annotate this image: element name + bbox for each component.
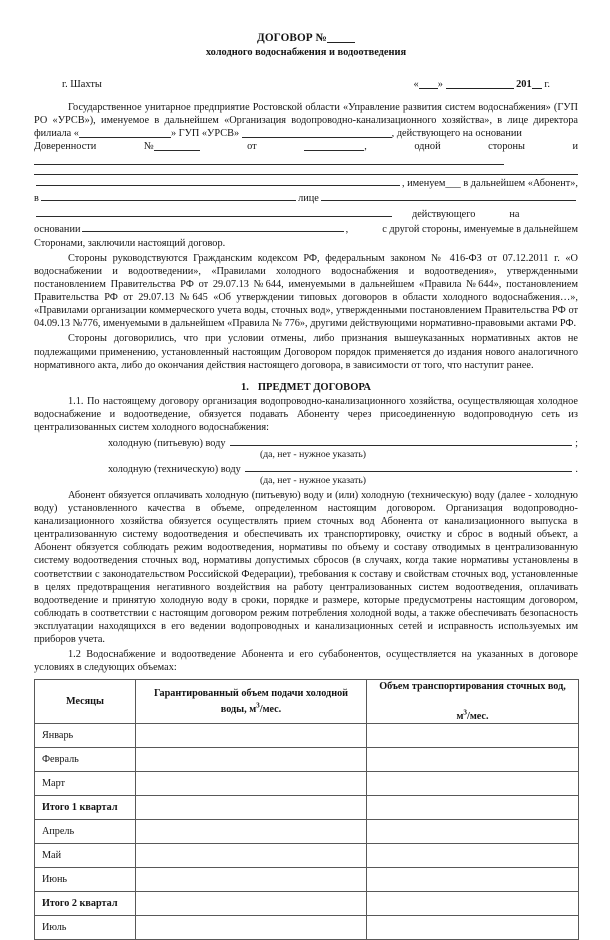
technical-water-tail: .: [575, 463, 578, 475]
row-label-total: Итого 1 квартал: [35, 795, 136, 819]
table-row: [35, 915, 579, 939]
table-header-row: [35, 680, 579, 723]
cell-drain-volume[interactable]: [367, 867, 579, 891]
cell-drain-volume[interactable]: [367, 915, 579, 939]
table-row: [35, 747, 579, 771]
cell-supply-volume[interactable]: [136, 915, 367, 939]
proxy-label: Доверенности: [34, 141, 97, 153]
cell-supply-volume[interactable]: [136, 771, 367, 795]
table-body: [35, 723, 579, 939]
technical-water-hint: (да, нет - нужное указать): [259, 474, 366, 486]
column-header-months: Месяцы: [35, 680, 136, 723]
laws-paragraph: Стороны руководствуются Гражданским кодексом РФ, федеральным законом № 416-ФЗ от 07.12.2011 г. «О водоснабжении и водоотведении», «Правилами холодного водоснабжения и водоотведения», утвержденными постановлением Правительства РФ от 29.07.13 №644, именуемыми в дальнейшем «Правила №644», постановлением Правительства РФ от 29.07.13 №645 «Об утверждении типовых договоров в области холодного водоснабжения…», «Правилами организации коммерческого учета воды, сточных вод», утвержденными постановлением Правительства РФ от 04.09.13 №776, именуемыми в дальнейшем «Правила № 776», другими действующими нормативно-правовыми актами РФ.: [34, 252, 578, 330]
and-label: и: [572, 141, 578, 153]
abonent-blank-line-1[interactable]: [34, 164, 504, 165]
proxy-from-label: от: [247, 141, 257, 153]
table-row: [35, 771, 579, 795]
agreement-paragraph: Стороны договорились, что при условии отмены, либо признания вышеуказанных нормативных актов не подлежащими применению, установленный настоящим Договором порядок применяется до издания нового аналогичного нормативного акта, либо до окончания действия настоящего договора, в зависимости от того, что наступит ранее.: [34, 333, 578, 371]
basis-blank[interactable]: [82, 231, 343, 232]
cell-drain-volume[interactable]: [367, 843, 579, 867]
date-quote-close: »: [437, 79, 443, 90]
city-label: г. Шахты: [62, 79, 102, 90]
column-header-supply: [136, 680, 367, 723]
section-1-number: 1.: [240, 381, 249, 393]
supply-unit-pre: воды, м: [220, 704, 257, 716]
clause-abonent-obligations: Абонент обязуется оплачивать холодную (питьевую) воду и (или) холодную (техническую) воду (далее - холодную воду) установленного качества в объеме, определенном настоящим договором. Организация водопроводно-канализационного хозяйства обязуется осуществлять прием сточных вод Абонента от канализационного выпуска в централизованную систему водоотведения и обеспечивать их транспортировку, очистку и сброс в водный объект, а Абонент обязуется соблюдать режим водоотведения, нормативы по объему и составу отводимых в централизованную систему водоотведения сточных вод, нормативы допустимых сбросов (в случаях, когда такие нормативы установлены в соответствии с законодательством Российской Федерации), требования к составу и свойствам сточных вод, установленные в целях предотвращения негативного воздействия на работу централизованных систем водоотведения, оплачивать водоотведение и принятую холодную воду в сроки, порядке и размере, которые предусмотрены настоящим договором, соблюдать в соответствии с настоящим договором режим потребления холодной воды, а также обеспечивать безопасность эксплуатации находящихся в его ведении водопроводных и канализационных сетей и исправность используемых им приборов учета.: [34, 489, 578, 645]
document-subtitle: холодного водоснабжения и водоотведения: [205, 47, 407, 58]
basis-comma: ,: [345, 223, 349, 235]
technical-water-blank[interactable]: [245, 471, 573, 472]
cell-supply-volume[interactable]: [136, 819, 367, 843]
document-title: [34, 32, 578, 44]
other-side-label: с другой стороны, именуемые в дальнейшем: [382, 223, 578, 235]
representative-blank-2[interactable]: [321, 200, 576, 201]
drinking-water-tail: ;: [575, 437, 578, 449]
table-row: [35, 891, 579, 915]
proxy-number-label: №: [143, 141, 154, 153]
row-label-month: Май: [35, 843, 136, 867]
date-year-blank[interactable]: [532, 88, 542, 89]
drain-unit-post: /мес.: [467, 710, 489, 722]
na-label: на: [509, 208, 520, 220]
cell-drain-volume[interactable]: [367, 795, 579, 819]
date-day-blank[interactable]: [419, 88, 438, 89]
storonami-line: Сторонами, заключили настоящий договор.: [34, 237, 226, 249]
contract-number-blank[interactable]: [327, 42, 355, 43]
director-name-blank[interactable]: [242, 137, 392, 138]
section-1-heading: [34, 382, 578, 393]
city-date-row: [34, 79, 578, 90]
drinking-water-blank[interactable]: [230, 445, 573, 446]
preamble-text-c: , действующего на основании: [391, 128, 522, 140]
representative-blank-1[interactable]: [41, 200, 296, 201]
abonent-name-tail: , именуем___ в дальнейшем «Абонент»,: [402, 178, 578, 190]
row-label-month: Февраль: [35, 747, 136, 771]
section-1-title: ПРЕДМЕТ ДОГОВОРА: [257, 381, 372, 393]
row-label-month: Июль: [35, 915, 136, 939]
preamble-paragraph-1: [34, 101, 578, 140]
volumes-table: [34, 679, 579, 939]
row-label-month: Январь: [35, 723, 136, 747]
column-header-drain-line2: [456, 708, 489, 722]
date-year: 201: [516, 79, 532, 90]
clause-1-2: 1.2 Водоснабжение и водоотведение Абонента и его субабонентов, осуществляется на указанных в договоре условиях в следующих объемах:: [34, 649, 578, 674]
drain-unit-sup: 3: [463, 708, 468, 717]
litse-label: лице: [298, 193, 319, 205]
row-label-month: Апрель: [35, 819, 136, 843]
table-row: [35, 819, 579, 843]
spacer: [34, 90, 578, 101]
basis-row: [34, 223, 578, 236]
proxy-number-blank[interactable]: [154, 150, 200, 151]
table-row: [35, 723, 579, 747]
supply-unit-sup: 3: [256, 701, 260, 710]
cell-drain-volume[interactable]: [367, 771, 579, 795]
drain-unit-pre: м: [456, 710, 464, 722]
cell-supply-volume[interactable]: [136, 795, 367, 819]
proxy-date-group: [304, 140, 367, 153]
document-title-text: ДОГОВОР №: [257, 32, 327, 44]
proxy-comma: ,: [364, 141, 367, 153]
drinking-water-hint: (да, нет - нужное указать): [259, 448, 366, 460]
acting-blank[interactable]: [36, 216, 392, 217]
one-side-label: одной: [414, 141, 441, 153]
representative-row: [34, 192, 578, 205]
technical-water-row: [108, 464, 578, 475]
cell-drain-volume[interactable]: [367, 891, 579, 915]
cell-supply-volume[interactable]: [136, 723, 367, 747]
proxy-date-blank[interactable]: [304, 150, 364, 151]
row-label-total: Итого 2 квартал: [35, 891, 136, 915]
cell-supply-volume[interactable]: [136, 747, 367, 771]
date-month-blank[interactable]: [446, 88, 514, 89]
cell-supply-volume[interactable]: [136, 867, 367, 891]
cell-drain-volume[interactable]: [367, 723, 579, 747]
cell-supply-volume[interactable]: [136, 843, 367, 867]
date-quote-open: «: [413, 79, 419, 90]
abonent-blank-line-2[interactable]: [34, 174, 578, 175]
abonent-name-row: [34, 177, 578, 190]
column-header-drain: [367, 680, 579, 723]
technical-water-label: холодную (техническую) воду: [108, 463, 241, 475]
drinking-water-label: холодную (питьевую) воду: [108, 437, 226, 449]
document-body: [34, 0, 578, 940]
v-label: в: [34, 193, 39, 205]
column-header-supply-line1: Гарантированный объем подачи холодной: [153, 687, 349, 699]
drinking-water-row: [108, 438, 578, 449]
basis-label: основании: [34, 223, 81, 235]
cell-supply-volume[interactable]: [136, 891, 367, 915]
row-label-month: Июнь: [35, 867, 136, 891]
column-header-drain-line1: Объем транспортирования сточных вод,: [379, 681, 566, 693]
column-header-supply-line2: [220, 701, 282, 716]
branch-name-blank[interactable]: [79, 137, 171, 138]
date-year-suffix: г.: [544, 79, 550, 90]
acting-row: [34, 208, 578, 221]
supply-unit-post: /мес.: [259, 704, 282, 716]
table-row: [35, 867, 579, 891]
proxy-number-group: [144, 140, 200, 153]
clause-1-1: 1.1. По настоящему договору организация водопроводно-канализационного хозяйства, осуществляющая холодное водоснабжение и водоотведение, обязуется подавать Абоненту через присоединенную водопроводную сеть из централизованных систем холодного водоснабжения:: [34, 395, 578, 433]
preamble-text-b: » ГУП «УРСВ»: [170, 128, 240, 140]
row-label-month: Март: [35, 771, 136, 795]
abonent-name-blank[interactable]: [36, 185, 400, 186]
proxy-row: [34, 140, 578, 153]
date-block: [413, 79, 550, 90]
table-row: [35, 843, 579, 867]
side-label: стороны: [488, 141, 525, 153]
cell-drain-volume[interactable]: [367, 819, 579, 843]
table-row: [35, 795, 579, 819]
cell-drain-volume[interactable]: [367, 747, 579, 771]
acting-label: действующего: [412, 208, 476, 220]
preamble-text-a: Государственное унитарное предприятие Ростовской области «Управление развития систем водоснабжения» (ГУП РО «УРСВ»), именуемое в дальнейшем «Организация водопроводно-канализационного хозяйства», в лице директора филиала «: [34, 102, 578, 140]
